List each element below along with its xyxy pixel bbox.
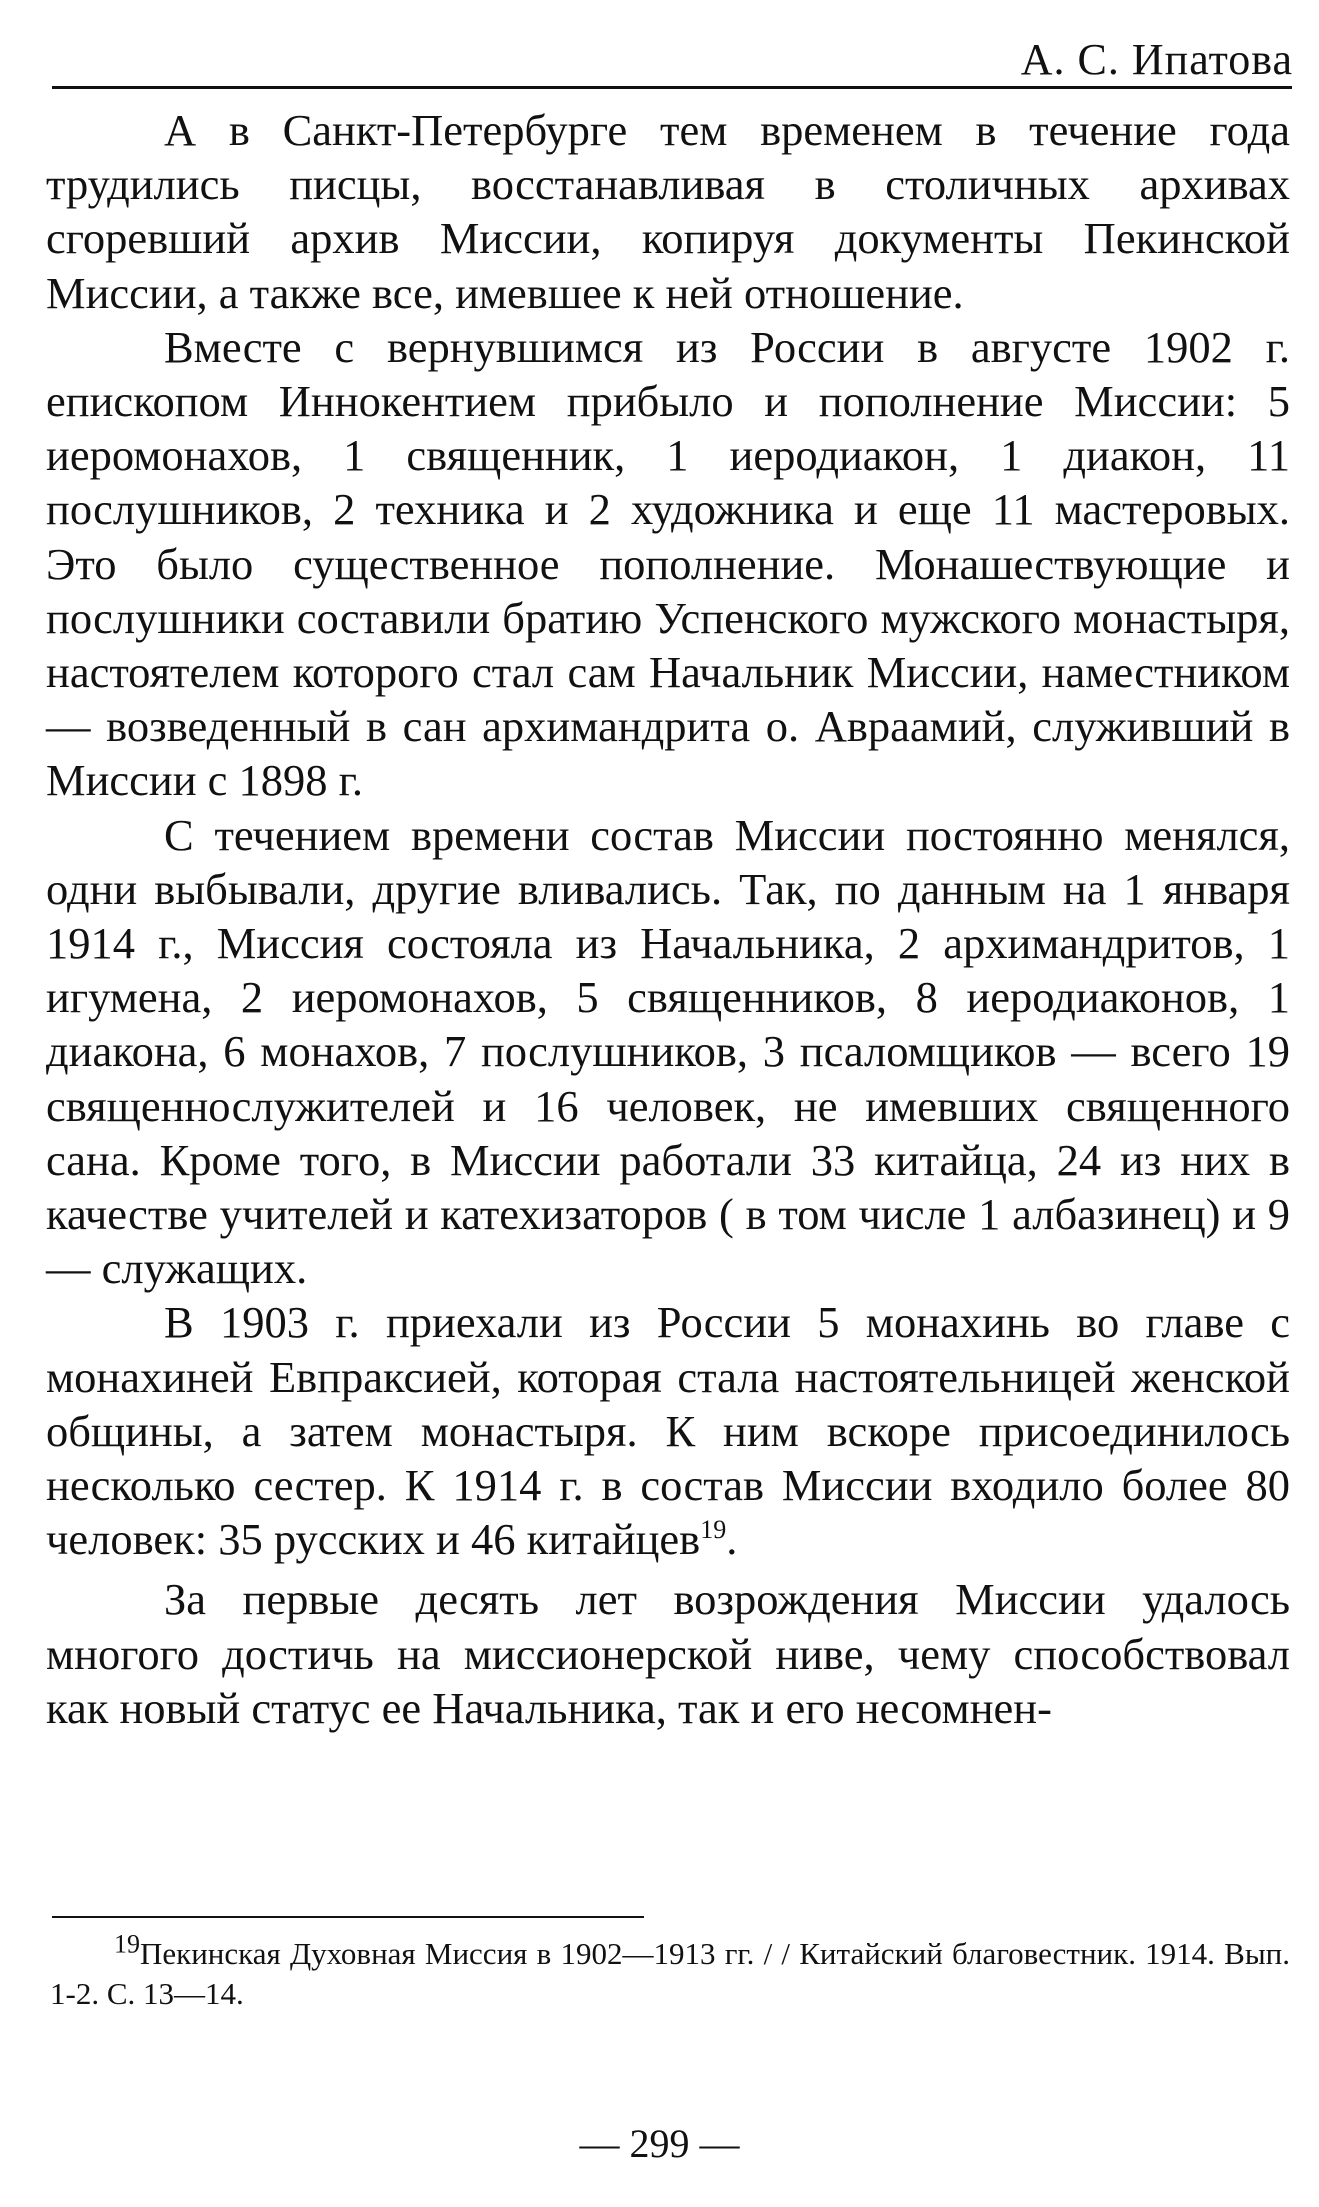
footnote-text: Пекинская Духовная Миссия в 1902—1913 гг. / / Китайский благовестник. 1914. Вып. 1-2. С. 13—14. [50,1936,1290,2011]
page-number: — 299 — [579,2121,740,2166]
footnote-rule [52,1916,644,1918]
footnote [50,1929,1290,2014]
main-text [46,103,1290,1735]
footnote-number: 19 [114,1929,140,1959]
header-rule [52,86,1292,89]
paragraph-3: С течением времени состав Миссии постоянно менялся, одни выбывали, другие вливались. Так, по данным на 1 января 1914 г., Миссия состояла из Начальника, 2 архимандритов, 1 игумена, 2 иеромонахов, 5 священников, 8 иеродиаконов, 1 диакона, 6 монахов, 7 послушников, 3 псаломщиков — всего 19 священнослужителей и 16 человек, не имевших священного сана. Кроме того, в Миссии работали 33 китайца, 24 из них в качестве учителей и катехизаторов ( в том числе 1 албазинец) и 9 — служащих. [46,809,1290,1294]
paragraph-1: А в Санкт-Петербурге тем временем в течение года трудились писцы, восстанавливая в столичных архивах сгоревший архив Миссии, копируя документы Пекинской Миссии, а также все, имевшее к ней отношение. [46,105,1290,318]
footnote-reference: 19 [700,1515,727,1545]
running-head-author: А. С. Ипатова [1020,35,1293,84]
paragraph-4-text: В 1903 г. приехали из России 5 монахинь во главе с монахиней Евпраксией, которая стала настоятельницей женской общины, а затем монастыря. К ним вскоре присоединилось несколько сестер. К 1914 г. в состав Миссии входило более 80 человек: 35 русских и 46 китайцев [46,1297,1290,1565]
paragraph-5: За первые десять лет возрождения Миссии удалось многого достичь на миссионерской ниве, чему способствовал как новый статус ее Начальника, так и его несомнен- [46,1574,1290,1733]
paragraph-2: Вместе с вернувшимся из России в августе 1902 г. епископом Иннокентием прибыло и пополнение Миссии: 5 иеромонахов, 1 священник, 1 иеродиакон, 1 диакон, 11 послушников, 2 техника и 2 художника и еще 11 мастеровых. Это было существенное пополнение. Монашествующие и послушники составили братию Успенского мужского монастыря, настоятелем которого стал сам Начальник Миссии, наместником — возведенный в сан архимандрита о. Авраамий, служивший в Миссии с 1898 г. [46,321,1290,806]
paragraph-4 [46,1295,1290,1566]
paragraph-4-end: . [726,1514,738,1565]
